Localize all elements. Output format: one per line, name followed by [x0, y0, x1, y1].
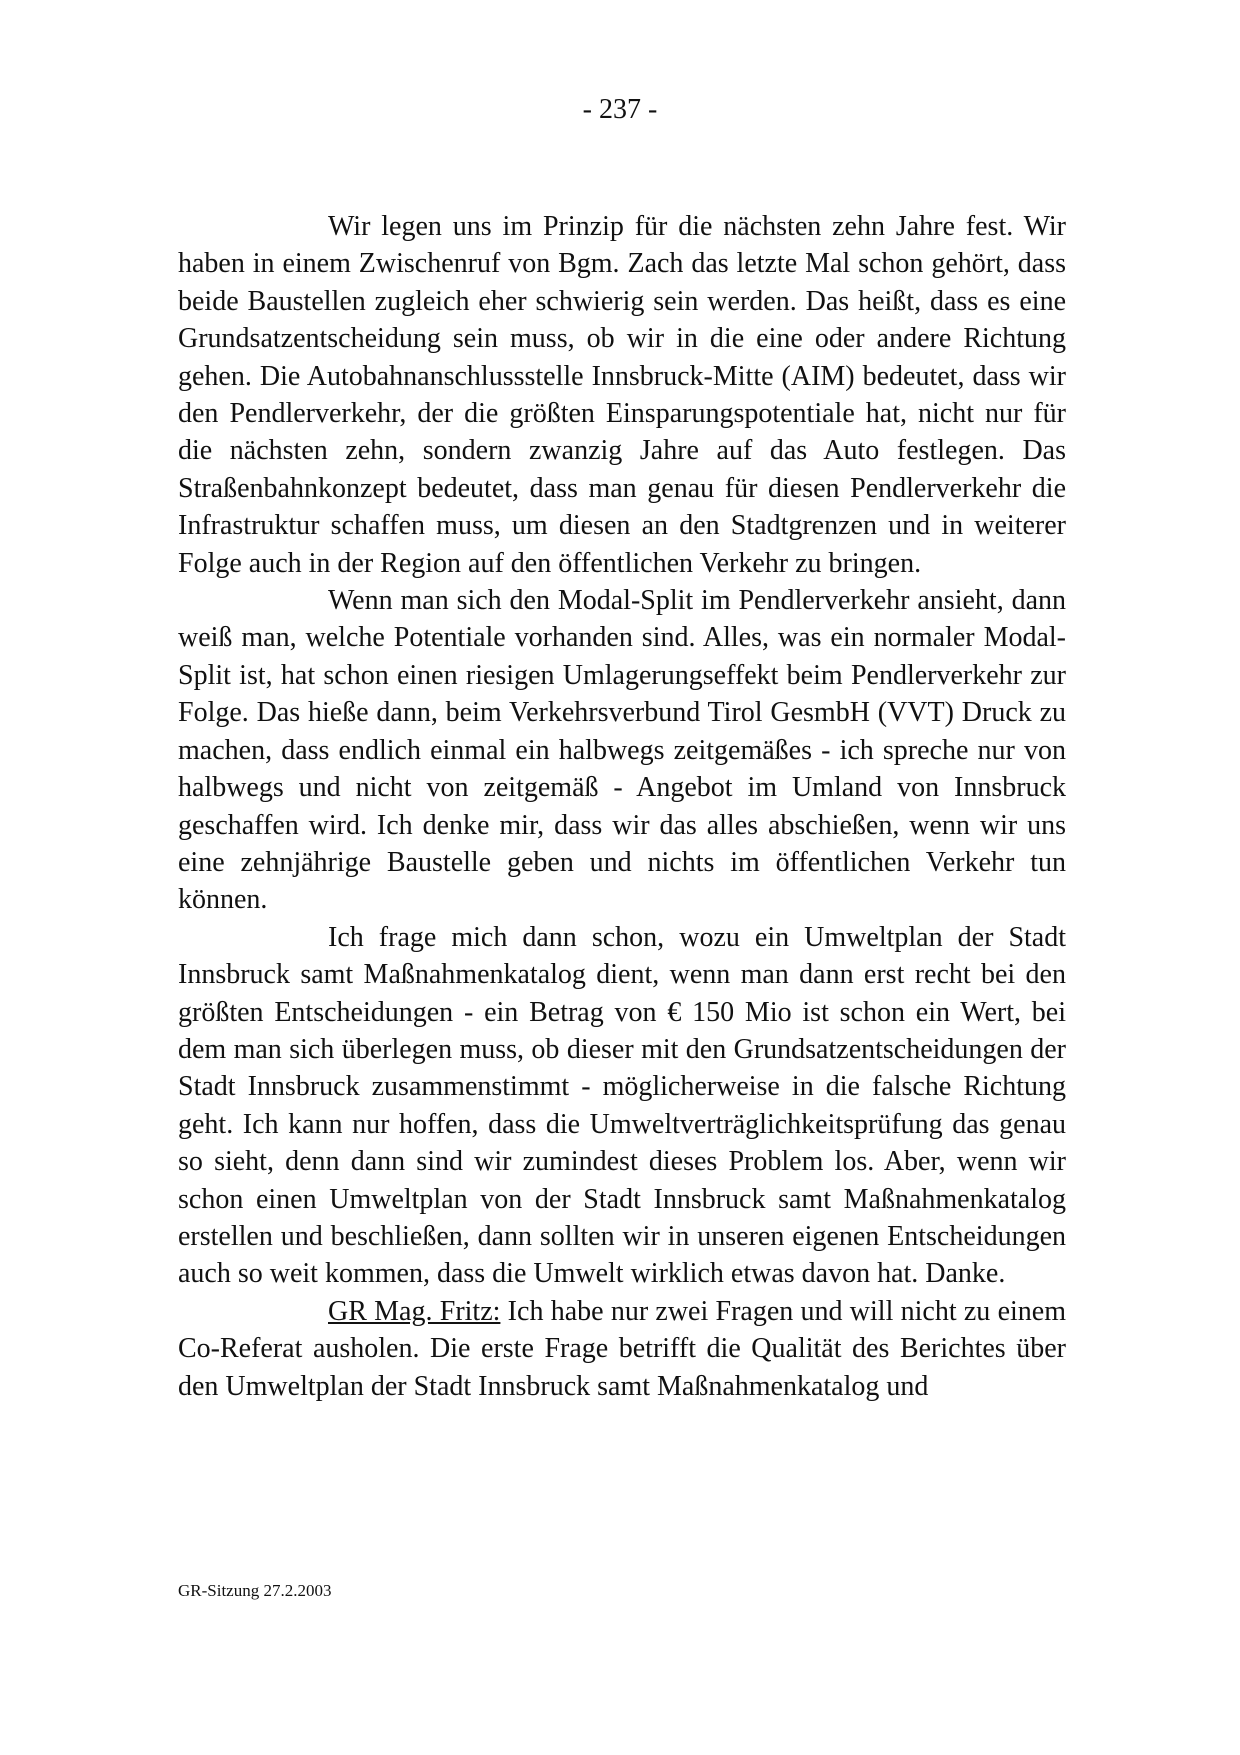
page-footer: GR-Sitzung 27.2.2003 — [178, 1581, 332, 1600]
paragraph-2: Wenn man sich den Modal-Split im Pendlerverkehr ansieht, dann weiß man, welche Potentiale vorhanden sind. Alles, was ein normaler Modal-Split ist, hat schon einen riesigen Umlagerungseffekt beim Pendlerverkehr zur Folge. Das hieße dann, beim Verkehrsverbund Tirol GesmbH (VVT) Druck zu machen, dass endlich einmal ein halbwegs zeitgemäßes - ich spreche nur von halbwegs und nicht von zeitgemäß - Angebot im Umland von Innsbruck geschaffen wird. Ich denke mir, dass wir das alles abschießen, wenn wir uns eine zehnjährige Baustelle geben und nichts im öffentlichen Verkehr tun können. — [178, 585, 1066, 916]
page-number: - 237 - — [582, 94, 658, 125]
paragraph-speech — [178, 1293, 1066, 1405]
paragraph-1: Wir legen uns im Prinzip für die nächsten zehn Jahre fest. Wir haben in einem Zwischenruf von Bgm. Zach das letzte Mal schon gehört, dass beide Baustellen zugleich eher schwierig sein werden. Das heißt, dass es eine Grundsatzentscheidung sein muss, ob wir in die eine oder andere Richtung gehen. Die Autobahnanschlussstelle Innsbruck-Mitte (AIM) bedeutet, dass wir den Pendlerverkehr, der die größten Einsparungspotentiale hat, nicht nur für die nächsten zehn, sondern zwanzig Jahre auf das Auto festlegen. Das Straßenbahnkonzept bedeutet, dass man genau für diesen Pendlerverkehr die Infrastruktur schaffen muss, um diesen an den Stadtgrenzen und in weiterer Folge auch in der Region auf den öffentlichen Verkehr zu bringen. — [178, 211, 1066, 579]
paragraph-3: Ich frage mich dann schon, wozu ein Umweltplan der Stadt Innsbruck samt Maßnahmenkatalog dient, wenn man dann erst recht bei den größten Entscheidungen - ein Betrag von € 150 Mio ist schon ein Wert, bei dem man sich überlegen muss, ob dieser mit den Grundsatzentscheidungen der Stadt Innsbruck zusammenstimmt - möglicherweise in die falsche Richtung geht. Ich kann nur hoffen, dass die Umweltverträglichkeitsprüfung das genau so sieht, denn dann sind wir zumindest dieses Problem los. Aber, wenn wir schon einen Umweltplan von der Stadt Innsbruck samt Maßnahmenkatalog erstellen und beschließen, dann sollten wir in unseren eigenen Entscheidungen auch so weit kommen, dass die Umwelt wirklich etwas davon hat. Danke. — [178, 921, 1066, 1290]
speech-text: Ich habe nur zwei Fragen und will nicht zu einem Co-Referat ausholen. Die erste Frage betrifft die Qualität des Berichtes über den Umweltplan der Stadt Innsbruck samt Maßnahmenkatalog und — [178, 1295, 1066, 1402]
document-body — [178, 208, 1066, 1405]
speaker-name: GR Mag. Fritz: — [328, 1295, 501, 1327]
